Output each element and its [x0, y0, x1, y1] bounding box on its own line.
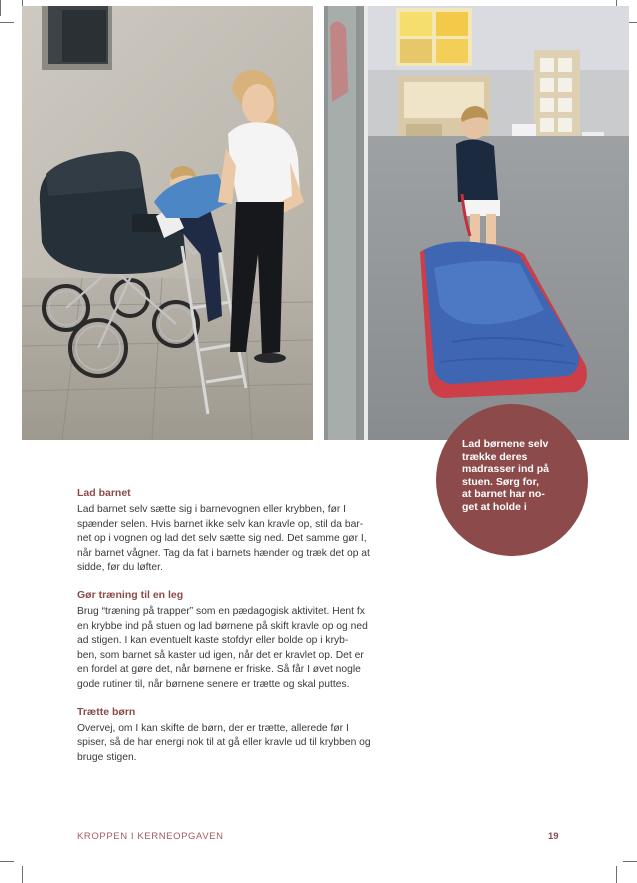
- callout-line: get at holde i: [462, 500, 527, 513]
- section-body: [77, 605, 422, 693]
- callout-line: at barnet har no-: [462, 488, 545, 500]
- section-body: [77, 722, 422, 766]
- crop-mark: [0, 861, 14, 862]
- running-footer: KROPPEN I KERNEOPGAVEN: [77, 831, 224, 842]
- callout-line: Lad børnene selv: [462, 438, 549, 450]
- body-line: en fordel at gøre det, når børnene er friske. Så får I øvet nogle: [77, 664, 361, 676]
- section-heading: Gør træning til en leg: [77, 588, 184, 601]
- mattress-illustration: [324, 6, 629, 440]
- callout-circle: [436, 404, 588, 556]
- body-line: sidde, før du løfter.: [77, 562, 163, 574]
- article: [77, 486, 422, 777]
- section-body: [77, 503, 422, 576]
- section-traette-boern: [77, 705, 422, 766]
- crop-mark: [623, 861, 637, 862]
- section-heading: Trætte børn: [77, 705, 136, 718]
- callout-text: [462, 438, 570, 513]
- body-line: ad stigen. I kan eventuelt kaste stofdyr eller bolde op i kryb-: [77, 635, 349, 647]
- mattress-photo: [324, 6, 629, 440]
- callout-line: madrasser ind på: [462, 463, 549, 475]
- body-line: en krybbe ind på stuen og lad børnene på skift kravle op og ned: [77, 620, 368, 632]
- page-number: 19: [548, 831, 559, 842]
- pram-photo: [22, 6, 313, 440]
- callout-line: stuen. Sørg for,: [462, 475, 540, 488]
- crop-mark: [616, 866, 617, 883]
- section-lad-barnet: [77, 486, 422, 576]
- body-line: spiser, så de har energi nok til at gå eller kravle ud til krybben og: [77, 737, 371, 749]
- crop-mark: [22, 866, 23, 883]
- body-line: Brug “træning på trapper” som en pædagogisk aktivitet. Hent fx: [77, 605, 365, 617]
- body-line: net op i vognen og lad det selv sætte sig ned. Det samme gør I,: [77, 533, 367, 545]
- crop-mark: [0, 0, 1, 16]
- crop-mark: [0, 22, 14, 23]
- body-line: gode rutiner til, når børnene senere er trætte og skal puttes.: [77, 678, 350, 690]
- pram-illustration: [22, 6, 313, 440]
- body-line: Lad barnet selv sætte sig i barnevognen eller krybben, før I: [77, 504, 347, 515]
- body-line: spænder selen. Hvis barnet ikke selv kan kravle op, stil da bar-: [77, 518, 364, 530]
- body-line: bruge stigen.: [77, 751, 137, 763]
- callout-line: trække deres: [462, 450, 528, 463]
- body-line: ben, som barnet så kaster ud igen, når det er kravlet op. Det er: [77, 649, 364, 661]
- section-heading: Lad barnet: [77, 487, 131, 499]
- body-line: Overvej, om I kan skifte de børn, der er trætte, allerede før I: [77, 722, 349, 734]
- body-line: når barnet vågner. Tag da fat i barnets hænder og træk det op at: [77, 547, 370, 559]
- section-traening: [77, 588, 422, 693]
